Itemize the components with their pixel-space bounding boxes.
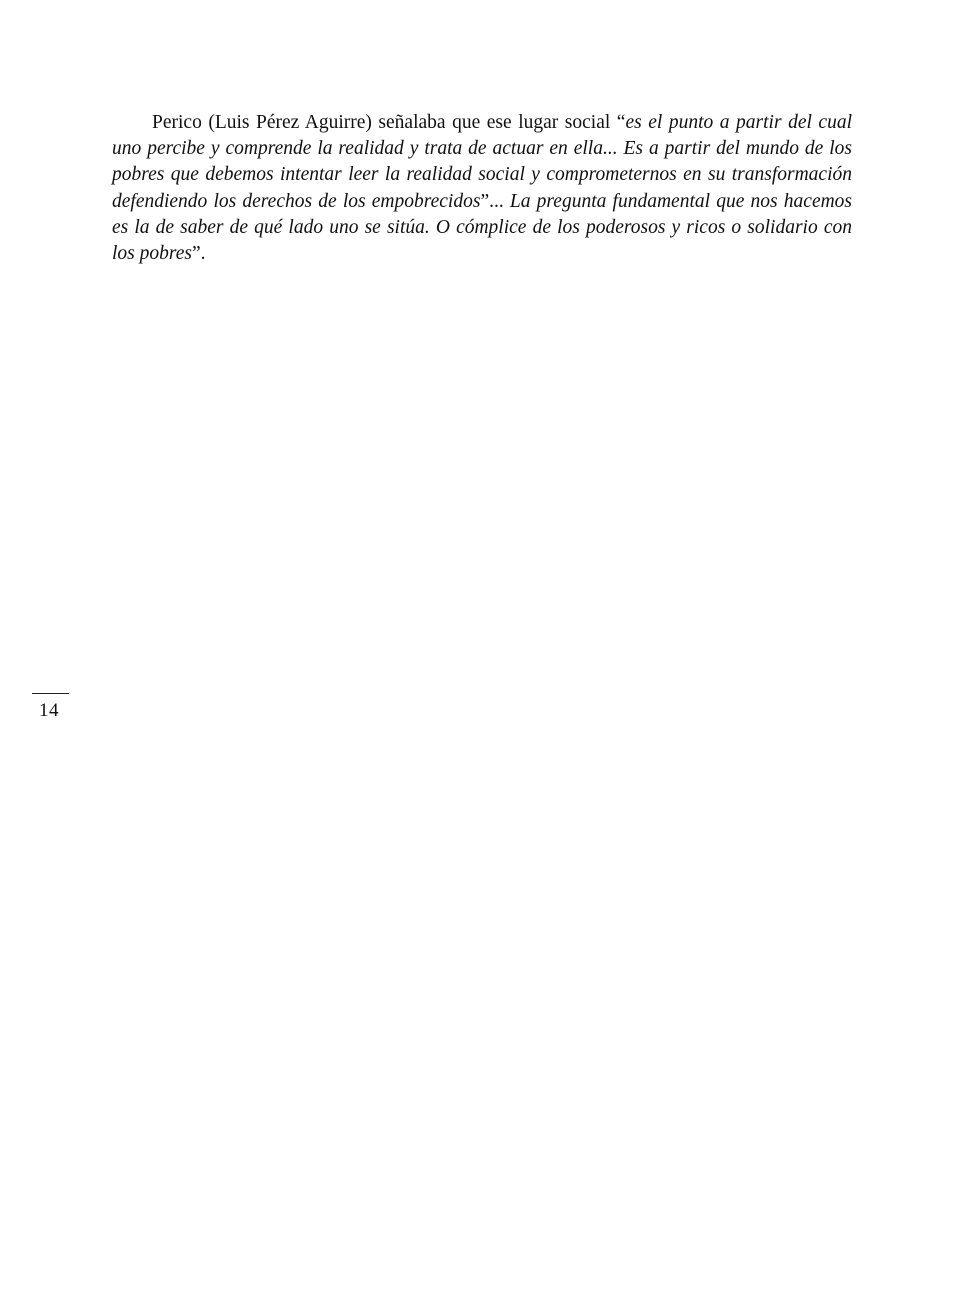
quote-close: ”. xyxy=(192,243,206,265)
quote-second-part: La pregunta fundamental que nos hacemos es la de saber de qué lado uno se sitúa. O cómplice de los poderosos y ricos o solidario con los pobres xyxy=(112,190,853,265)
quote-first-part: es el punto a partir del cual uno percibe y comprende la realidad y trata de actuar en ella... Es a partir del mundo de los pobres que debemos intentar leer la realidad social y comprometernos en su transformación defendiendo los derechos de los empobrecidos xyxy=(112,112,852,212)
quote-close-ellipsis: ”... xyxy=(480,190,510,212)
page-number: 14 xyxy=(39,700,59,721)
paragraph-intro: Perico (Luis Pérez Aguirre) señalaba que ese lugar social “ xyxy=(152,112,626,133)
page-number-rule xyxy=(32,693,69,694)
body-paragraph xyxy=(112,110,852,267)
